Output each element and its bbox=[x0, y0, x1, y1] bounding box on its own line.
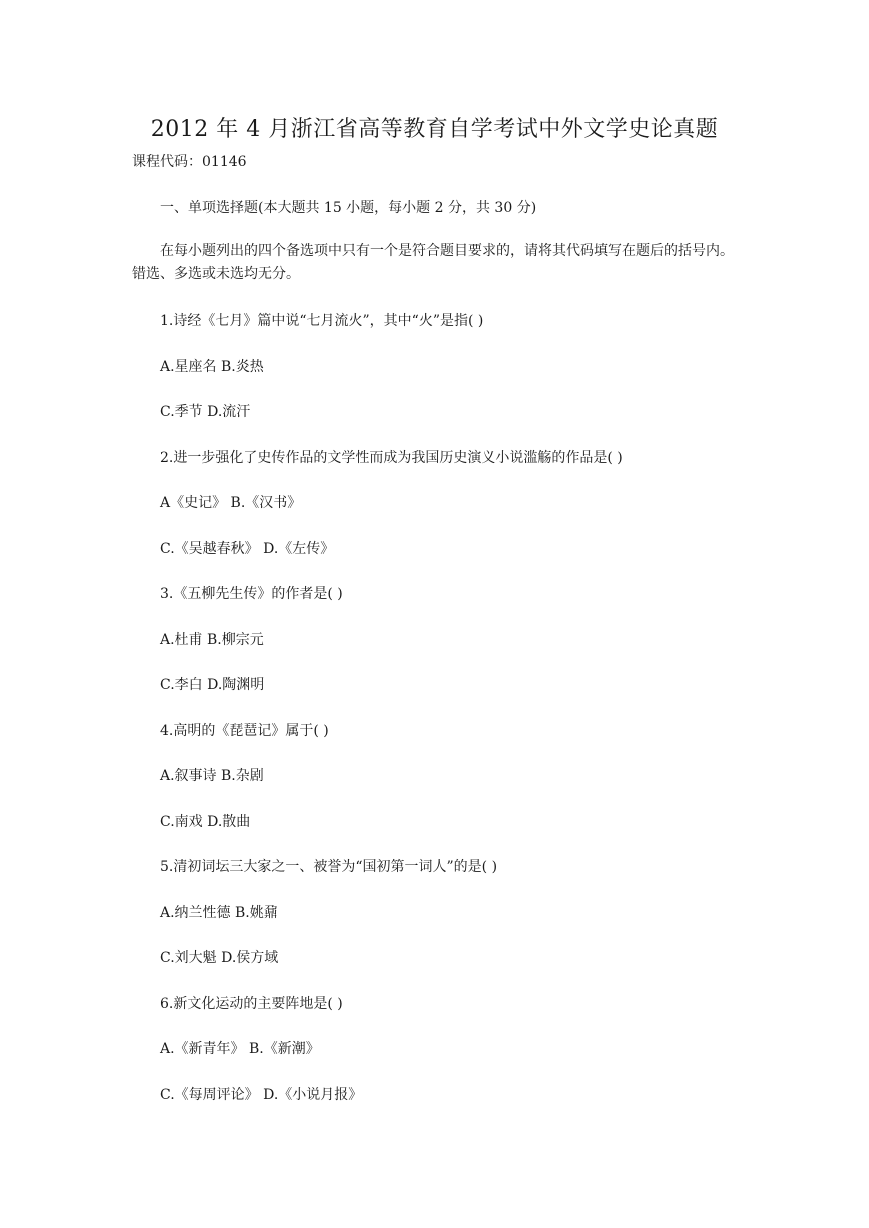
question-stem: 1.诗经《七月》篇中说“七月流火”，其中“火”是指( ) bbox=[160, 313, 484, 329]
question-options: A.杜甫 B.柳宗元 bbox=[160, 632, 264, 648]
question-stem: 4.高明的《琵琶记》属于( ) bbox=[160, 723, 329, 739]
question-options: A.星座名 B.炎热 bbox=[160, 359, 264, 375]
question-options: C.刘大魁 D.侯方域 bbox=[160, 950, 279, 966]
question-stem: 3.《五柳先生传》的作者是( ) bbox=[160, 586, 343, 602]
question-stem: 5.清初词坛三大家之一、被誉为“国初第一词人”的是( ) bbox=[160, 859, 498, 875]
question-options: C.南戏 D.散曲 bbox=[160, 814, 251, 830]
question-options: C.季节 D.流汗 bbox=[160, 404, 251, 420]
question-options: C.李白 D.陶渊明 bbox=[160, 677, 265, 693]
question-options: A.叙事诗 B.杂剧 bbox=[160, 768, 264, 784]
question-options: A《史记》 B.《汉书》 bbox=[160, 495, 302, 511]
question-stem: 6.新文化运动的主要阵地是( ) bbox=[160, 996, 343, 1012]
course-code: 课程代码：01146 bbox=[132, 154, 247, 170]
section-heading: 一、单项选择题(本大题共 15 小题，每小题 2 分，共 30 分) bbox=[160, 200, 537, 216]
section-instructions: 在每小题列出的四个备选项中只有一个是符合题目要求的，请将其代码填写在题后的括号内。错选、多选或未选均无分。 bbox=[132, 243, 734, 282]
question-stem: 2.进一步强化了史传作品的文学性而成为我国历史演义小说滥觞的作品是( ) bbox=[160, 450, 623, 466]
page-title: 2012 年 4 月浙江省高等教育自学考试中外文学史论真题 bbox=[150, 117, 719, 142]
question-options: A.纳兰性德 B.姚鼐 bbox=[160, 905, 278, 921]
question-options: C.《吴越春秋》 D.《左传》 bbox=[160, 541, 335, 557]
question-options: C.《每周评论》 D.《小说月报》 bbox=[160, 1087, 363, 1103]
question-options: A.《新青年》 B.《新潮》 bbox=[160, 1041, 320, 1057]
